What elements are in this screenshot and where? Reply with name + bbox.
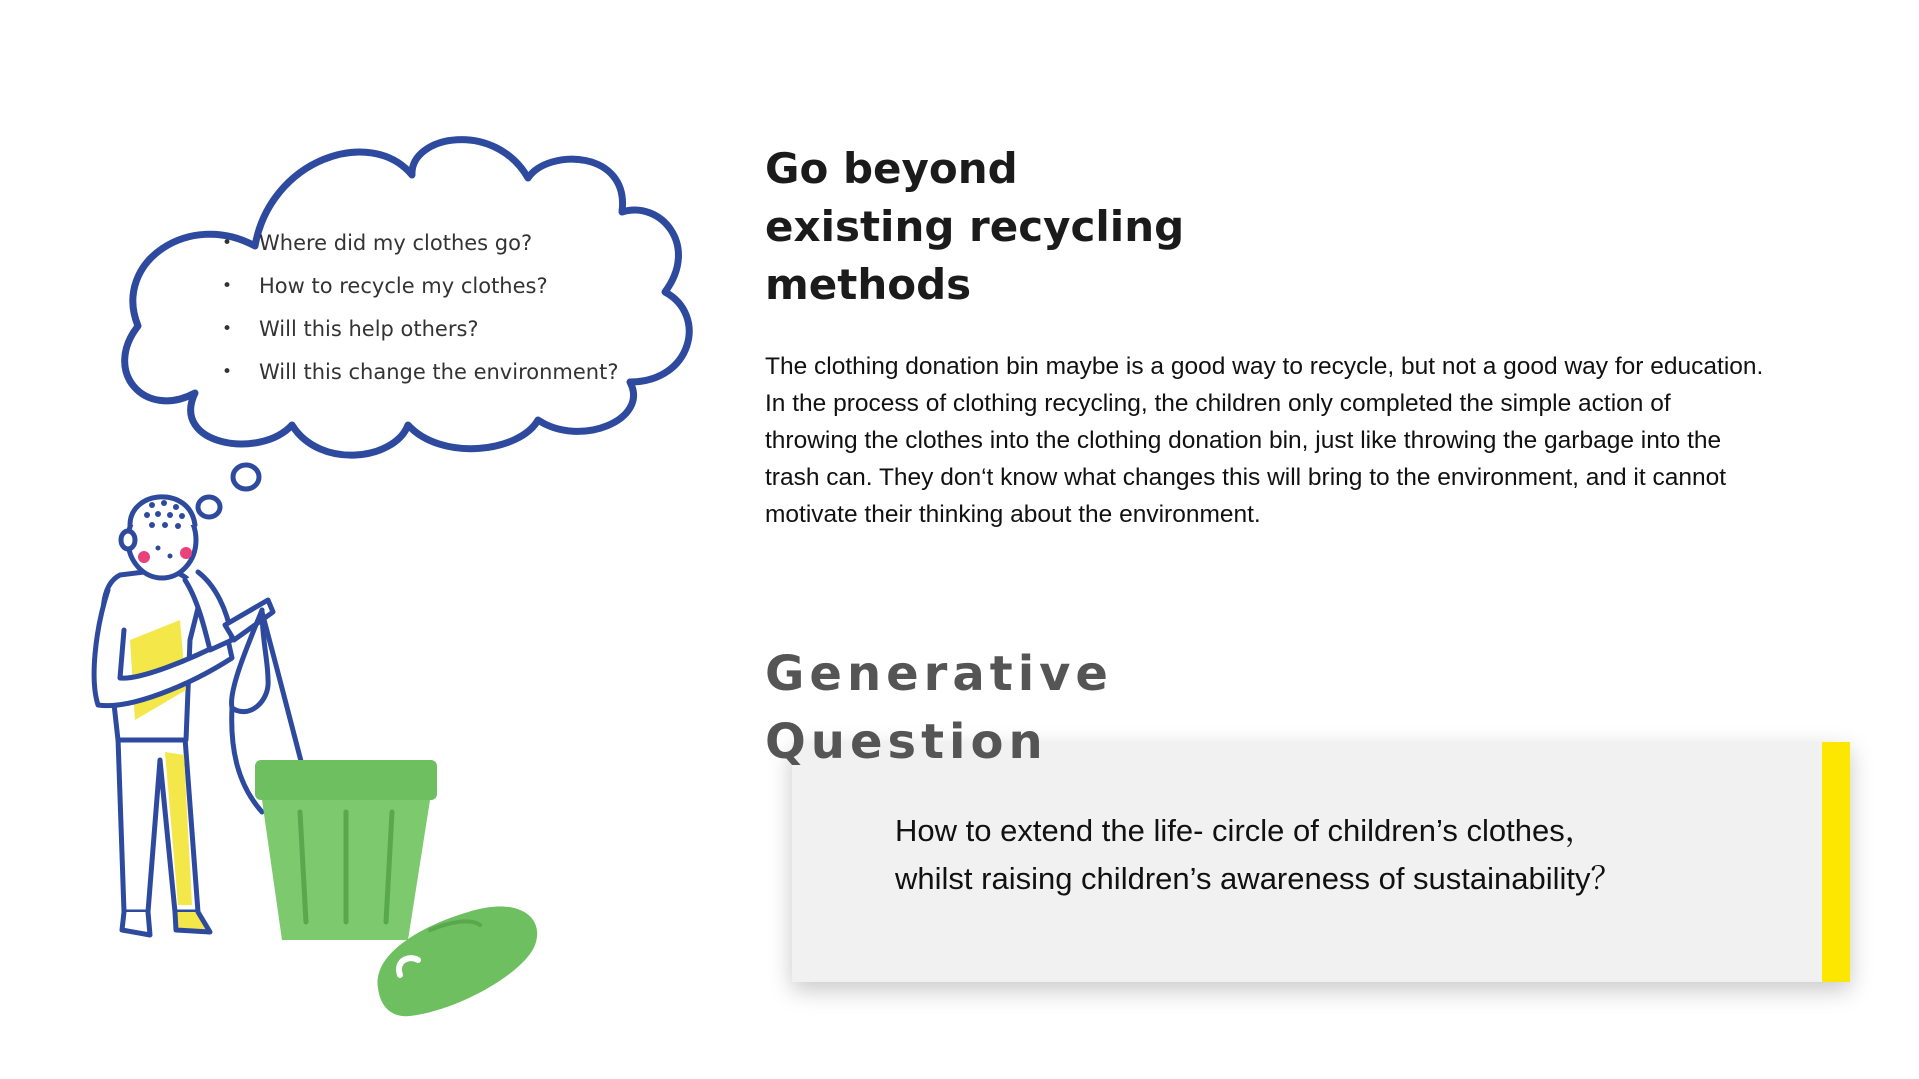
thought-bubble-dot-large (233, 465, 259, 489)
generative-question-box (792, 742, 1850, 982)
thought-question-item: • How to recycle my clothes? (222, 265, 618, 308)
thought-question-item: • Will this change the environment? (222, 351, 618, 394)
thought-bubble-dot-small (198, 497, 220, 517)
question-line: How to extend the life- circle of children’s clothes， (895, 813, 1596, 848)
section-heading-line: Go beyond (765, 144, 1018, 193)
generative-question-heading (765, 640, 1113, 776)
generative-question-heading-line: Question (765, 714, 1048, 770)
trash-bin-icon (255, 760, 437, 940)
section-heading-line: methods (765, 260, 972, 309)
cheek-right (180, 547, 192, 559)
question-line: whilst raising children’s awareness of sustainability？ (895, 861, 1622, 896)
generative-question-text (895, 807, 1795, 903)
section-heading (765, 140, 1285, 314)
person-illustration (94, 497, 302, 935)
thought-question-item: • Will this help others? (222, 308, 618, 351)
section-heading-line: existing recycling (765, 202, 1185, 251)
thought-bubble-question-list (222, 222, 618, 394)
generative-question-heading-line: Generative (765, 646, 1113, 702)
thought-question-item: • Where did my clothes go? (222, 222, 618, 265)
body-paragraph: The clothing donation bin maybe is a good way to recycle, but not a good way for education. In the process of clothing recycling, the children only completed the simple action of throwing the clothes into the clothing donation bin, just like throwing the garbage into the trash can. They don‘t know what changes this will bring to the environment, and it cannot motivate their thinking about the environment. (765, 353, 1764, 528)
yellow-accent-bar (1822, 742, 1850, 982)
cheek-left (138, 551, 150, 563)
